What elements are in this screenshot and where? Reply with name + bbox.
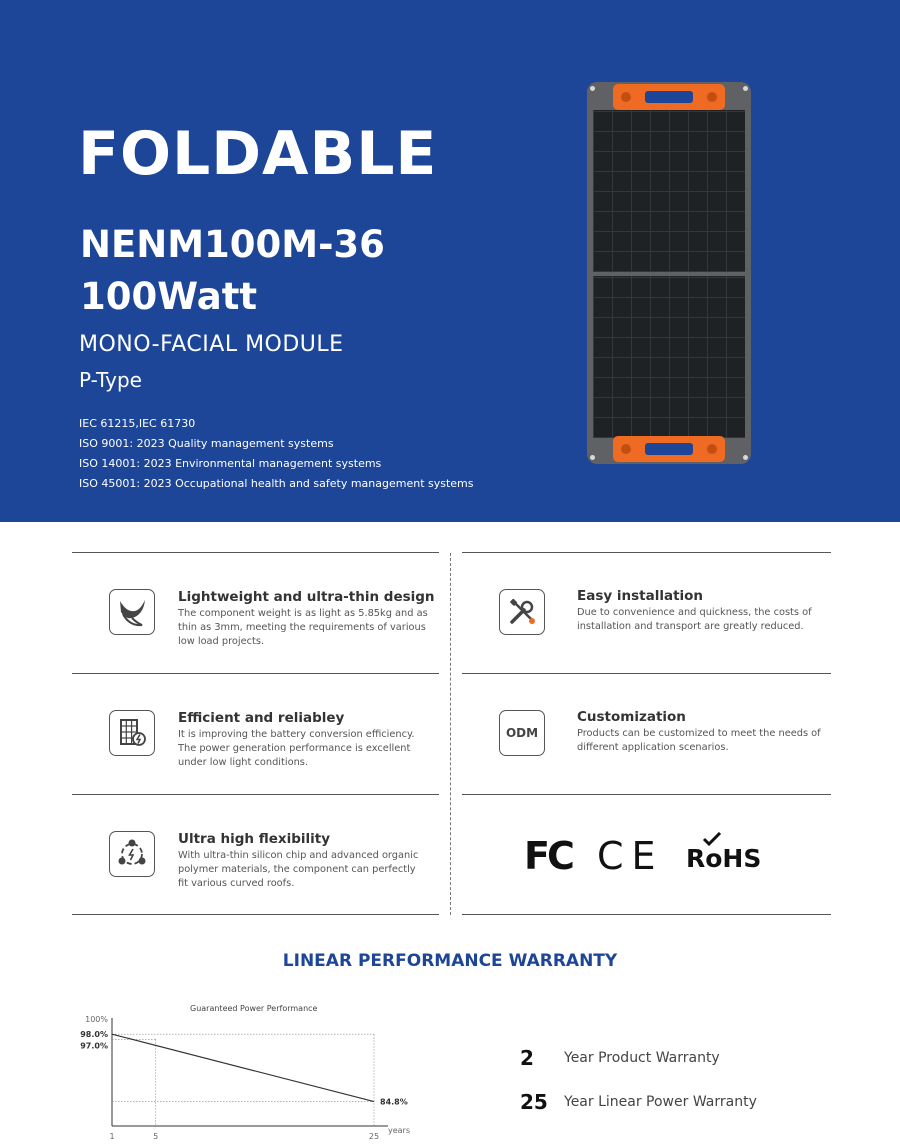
certification-item: IEC 61215,IEC 61730 — [79, 417, 196, 430]
divider — [462, 552, 831, 553]
x-tick-label: 5 — [153, 1132, 159, 1141]
hero-banner — [0, 0, 900, 522]
warranty-label: Year Product Warranty — [564, 1050, 720, 1066]
feature-description: Products can be customized to meet the needs of different application scenarios. — [577, 728, 821, 753]
feature-description: With ultra-thin silicon chip and advanced organic polymer materials, the component can perfectly fit various curved roofs. — [178, 850, 419, 889]
rohs-logo: RoHS — [686, 844, 762, 873]
feature-description: The component weight is as light as 5.85kg and as thin as 3mm, meeting the requirements of various low load projects. — [178, 608, 428, 647]
ce-logo: CE — [597, 834, 664, 878]
x-tick-label: 25 — [368, 1132, 380, 1141]
tools-icon — [499, 589, 545, 635]
feature-description: It is improving the battery conversion efficiency. The power generation performance is excellent under low light conditions. — [178, 729, 415, 768]
warranty-chart — [70, 996, 430, 1144]
series-line — [112, 1034, 374, 1101]
divider — [72, 673, 439, 674]
warranty-title: LINEAR PERFORMANCE WARRANTY — [282, 951, 618, 971]
cell-type: P-Type — [79, 368, 142, 392]
warranty-years: 2 — [520, 1046, 534, 1070]
module-type: MONO-FACIAL MODULE — [79, 332, 344, 357]
warranty-item — [520, 1046, 720, 1070]
solar-panel-image — [587, 82, 751, 464]
certification-item: ISO 14001: 2023 Environmental management systems — [79, 457, 382, 470]
chart-title: Guaranteed Power Performance — [190, 1004, 318, 1013]
solar-cells-lower — [593, 276, 745, 438]
flexibility-icon — [109, 831, 155, 877]
annotation-label: 84.8% — [380, 1097, 408, 1107]
solar-cells-upper — [593, 110, 745, 272]
power-rating: 100Watt — [80, 275, 258, 318]
feature-title: Ultra high flexibility — [178, 831, 331, 847]
x-axis-label: years — [388, 1126, 411, 1135]
y-tick-label: 97.0% — [80, 1041, 108, 1051]
divider — [72, 794, 439, 795]
y-tick-label: 100% — [85, 1015, 108, 1024]
carry-handle — [613, 84, 725, 110]
feather-icon — [109, 589, 155, 635]
warranty-years: 25 — [520, 1090, 548, 1114]
divider — [72, 914, 439, 915]
solar-panel-icon — [109, 710, 155, 756]
feature-description: Due to convenience and quickness, the costs of installation and transport are greatly reduced. — [577, 607, 812, 632]
feature-title: Efficient and reliabley — [178, 710, 345, 726]
fc-logo: FC — [524, 834, 572, 878]
feature-title: Customization — [577, 709, 686, 725]
divider — [462, 673, 831, 674]
odm-icon — [499, 710, 545, 756]
certification-list — [79, 414, 474, 494]
warranty-label: Year Linear Power Warranty — [564, 1094, 757, 1110]
divider — [72, 552, 439, 553]
x-tick-label: 1 — [109, 1132, 115, 1141]
y-tick-label: 98.0% — [80, 1030, 108, 1040]
hero-title: FOLDABLE — [78, 119, 438, 189]
certification-item: ISO 45001: 2023 Occupational health and safety management systems — [79, 477, 474, 490]
odm-icon-label: ODM — [505, 726, 539, 740]
column-divider — [450, 553, 451, 915]
model-number: NENM100M-36 — [80, 223, 385, 266]
certification-item: ISO 9001: 2023 Quality management systems — [79, 437, 334, 450]
divider — [462, 794, 831, 795]
divider — [462, 914, 831, 915]
feature-title: Lightweight and ultra-thin design — [178, 589, 435, 605]
carry-handle — [613, 436, 725, 462]
feature-title: Easy installation — [577, 588, 704, 604]
warranty-item — [520, 1090, 757, 1114]
